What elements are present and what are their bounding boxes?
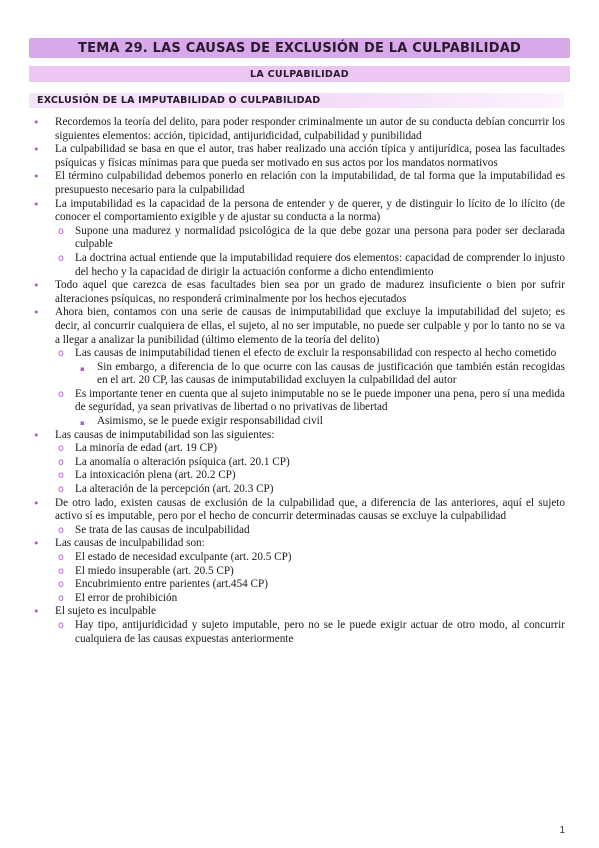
bullet-item-level-1 xyxy=(0,170,599,197)
bullet-text: La intoxicación plena (art. 20.2 CP) xyxy=(75,469,236,482)
bullet-item-level-2 xyxy=(0,483,599,497)
bullet-text: Supone una madurez y normalidad psicológica de la que debe gozar una persona para poder ser declarada culpable xyxy=(75,224,565,251)
document-body xyxy=(0,116,599,646)
bullet-marker: • xyxy=(33,496,40,510)
bullet-marker: o xyxy=(58,619,64,631)
bullet-marker: o xyxy=(58,348,64,360)
bullet-text: Hay tipo, antijuridicidad y sujeto imputable, pero no se le puede exigir actuar de otro modo, al concurrir cualquiera de las causas expuestas anteriormente xyxy=(75,618,565,645)
bullet-item-level-1 xyxy=(0,605,599,619)
bullet-marker: o xyxy=(58,524,64,536)
bullet-text: La minoría de edad (art. 19 CP) xyxy=(75,442,217,455)
bullet-item-level-1 xyxy=(0,497,599,524)
bullet-marker: o xyxy=(58,552,64,563)
bullet-text: El error de prohibición xyxy=(75,591,178,604)
bullet-text: Las causas de inimputabilidad tienen el efecto de excluir la responsabilidad con respecto al hecho cometido xyxy=(75,347,557,360)
bullet-text: La alteración de la percepción (art. 20.3 CP) xyxy=(75,483,274,496)
bullet-marker: • xyxy=(33,170,40,184)
bullet-marker: o xyxy=(58,456,64,468)
bullet-text: Asimismo, se le puede exigir responsabilidad civil xyxy=(97,415,323,428)
bullet-text: El término culpabilidad debemos ponerlo en relación con la imputabilidad, de tal forma que la imputabilidad es presupuesto necesario para la culpabilidad xyxy=(55,170,565,196)
document-title-bar xyxy=(29,38,570,58)
bullet-text: Sin embargo, a diferencia de lo que ocurre con las causas de justificación que también están recogidas en el art. 20 CP, las causas de inimputabilidad excluyen la culpabilidad del autor xyxy=(97,360,565,387)
section-heading-bar xyxy=(29,66,570,82)
bullet-text: Ahora bien, contamos con una serie de causas de inimputabilidad que excluye la imputabilidad del sujeto; es decir, al concurrir cualquiera de ellas, el sujeto, al no ser imputable, no puede ser culpable y por lo tanto no se va a llegar a analizar la punibilidad (último elemento de la teoría del delito) xyxy=(55,306,565,346)
bullet-item-level-2 xyxy=(0,225,599,252)
bullet-marker: o xyxy=(58,579,64,591)
bullet-marker: • xyxy=(33,279,40,293)
bullet-text: Se trata de las causas de inculpabilidad xyxy=(75,523,250,536)
bullet-item-level-2 xyxy=(0,347,599,361)
bullet-marker: o xyxy=(58,565,64,577)
bullet-marker: ▪ xyxy=(80,364,85,373)
bullet-marker: • xyxy=(33,116,40,129)
bullet-item-level-2 xyxy=(0,578,599,592)
bullet-item-level-3 xyxy=(0,361,599,388)
bullet-item-level-1 xyxy=(0,429,599,443)
bullet-item-level-1 xyxy=(0,306,599,347)
document-title: TEMA 29. LAS CAUSAS DE EXCLUSIÓN DE LA CULPABILIDAD xyxy=(78,40,521,56)
bullet-marker: • xyxy=(33,428,40,442)
bullet-item-level-1 xyxy=(0,198,599,225)
bullet-item-level-2 xyxy=(0,565,599,579)
bullet-marker: ▪ xyxy=(80,419,85,428)
bullet-item-level-1 xyxy=(0,279,599,306)
bullet-marker: o xyxy=(58,592,64,604)
bullet-item-level-2 xyxy=(0,442,599,456)
bullet-text: Las causas de inculpabilidad son: xyxy=(55,537,205,550)
bullet-text: De otro lado, existen causas de exclusión de la culpabilidad que, a diferencia de las anteriores, aquí el sujeto activo sí es imputable, pero por el hecho de concurrir determinadas causas se excluye la culpabilidad xyxy=(55,496,565,523)
bullet-item-level-2 xyxy=(0,524,599,538)
bullet-text: La imputabilidad es la capacidad de la persona de entender y de querer, y de distinguir lo lícito de lo ilícito (de conocer el comportamiento exigible y de ajustar su conducta a la norma) xyxy=(55,197,565,224)
bullet-text: El sujeto es inculpable xyxy=(55,605,156,618)
bullet-text: La anomalía o alteración psíquica (art. 20.1 CP) xyxy=(75,455,290,468)
bullet-item-level-3 xyxy=(0,415,599,429)
bullet-marker: o xyxy=(58,388,64,400)
bullet-marker: o xyxy=(58,470,64,482)
bullet-marker: o xyxy=(58,443,64,455)
bullet-item-level-2 xyxy=(0,252,599,279)
bullet-text: La doctrina actual entiende que la imputabilidad requiere dos elementos: capacidad de comprender lo injusto del hecho y la capacidad de dirigir la actuación conforme a dicho entendimiento xyxy=(75,251,565,278)
subsection-heading: EXCLUSIÓN DE LA IMPUTABILIDAD O CULPABILIDAD xyxy=(37,95,321,106)
bullet-text: El miedo insuperable (art. 20.5 CP) xyxy=(75,564,234,577)
bullet-marker: • xyxy=(33,605,40,619)
bullet-item-level-2 xyxy=(0,619,599,646)
bullet-item-level-2 xyxy=(0,456,599,470)
bullet-text: La culpabilidad se basa en que el autor, tras haber realizado una acción típica y antijurídica, posea las facultades psíquicas y físicas mínimas para que pueda ser motivado en sus actos por los mandatos normativos xyxy=(55,143,565,169)
bullet-marker: • xyxy=(33,306,40,320)
bullet-marker: o xyxy=(58,484,64,496)
subsection-heading-bar xyxy=(29,93,564,108)
bullet-marker: • xyxy=(33,537,40,551)
bullet-text: El estado de necesidad exculpante (art. 20.5 CP) xyxy=(75,551,292,563)
bullet-item-level-2 xyxy=(0,469,599,483)
bullet-item-level-2 xyxy=(0,388,599,415)
bullet-text: Encubrimiento entre parientes (art.454 CP) xyxy=(75,578,268,591)
bullet-item-level-1 xyxy=(0,116,599,143)
bullet-marker: o xyxy=(58,252,64,264)
bullet-text: Las causas de inimputabilidad son las siguientes: xyxy=(55,428,275,441)
section-heading: LA CULPABILIDAD xyxy=(250,68,349,80)
bullet-marker: • xyxy=(33,143,40,157)
bullet-text: Todo aquel que carezca de esas facultades bien sea por un grado de madurez insuficiente o bien por sufrir alteraciones psíquicas, no responderá criminalmente por los hechos ejecutados xyxy=(55,279,565,305)
bullet-text: Recordemos la teoría del delito, para poder responder criminalmente un autor de su conducta debían concurrir los siguientes elementos: acción, tipicidad, antijuridicidad, culpabilidad y punibilidad xyxy=(55,116,565,142)
bullet-item-level-1 xyxy=(0,537,599,551)
bullet-item-level-2 xyxy=(0,551,599,565)
bullet-text: Es importante tener en cuenta que al sujeto inimputable no se le puede imponer una pena, pero sí una medida de seguridad, ya sean privativas de libertad o no privativas de libertad xyxy=(75,387,565,414)
bullet-item-level-2 xyxy=(0,592,599,606)
bullet-marker: o xyxy=(58,225,64,237)
bullet-marker: • xyxy=(33,197,40,211)
bullet-item-level-1 xyxy=(0,143,599,170)
page-number: 1 xyxy=(559,825,565,836)
